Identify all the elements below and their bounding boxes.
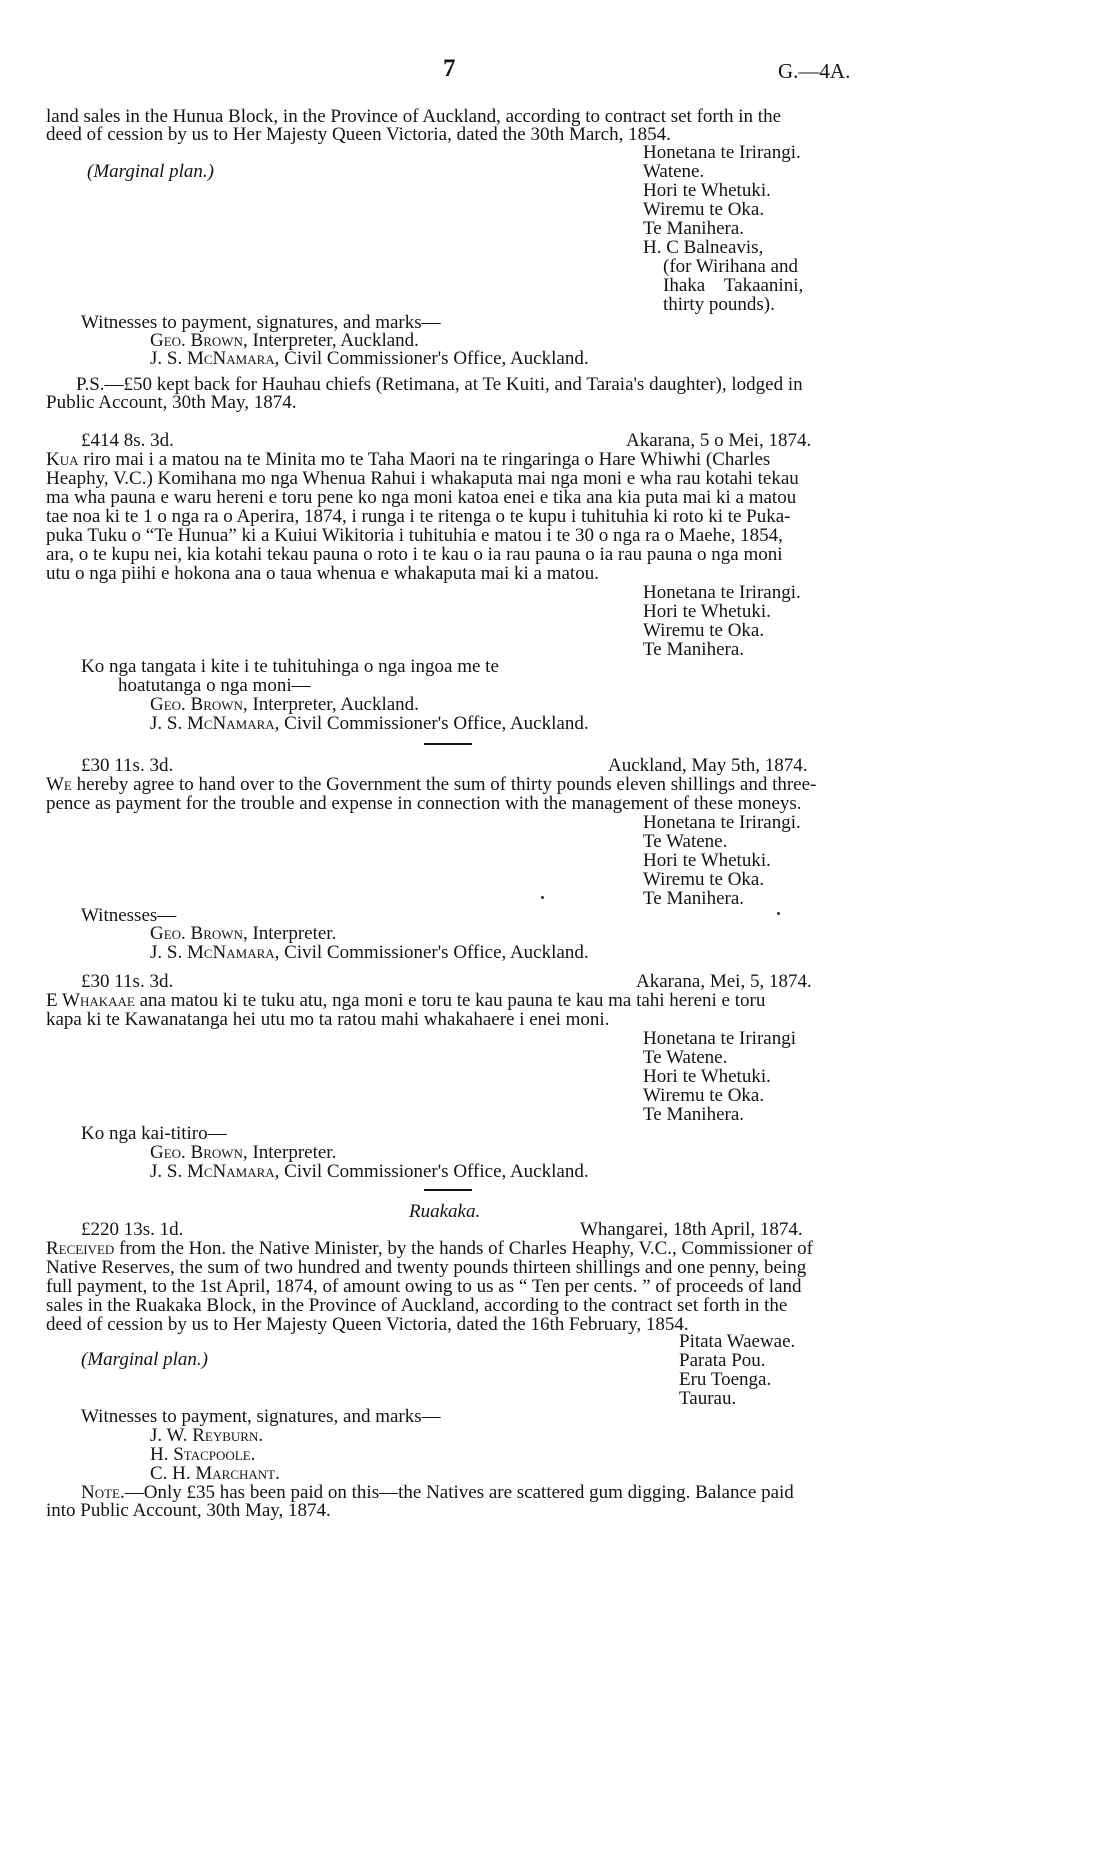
- body-line: ara, o te kupu nei, kia kotahi tekau pauna o roto i te kau o ia rau pauna o ia rau pauna o nga moni: [46, 544, 783, 565]
- witness-role: , Civil Commissioner's Office, Auckland.: [274, 1161, 589, 1182]
- witness-name: Geo. Brown: [150, 1142, 243, 1163]
- marginal-plan-note: (Marginal plan.): [81, 1349, 209, 1370]
- signatory: Pitata Waewae.: [679, 1331, 796, 1352]
- signatory: Eru Toenga.: [679, 1369, 772, 1390]
- signatory: Te Manihera.: [643, 1104, 745, 1125]
- signatory: Honetana te Irirangi.: [643, 582, 801, 603]
- scan-speck: [777, 912, 780, 915]
- signatory: Te Manihera.: [643, 639, 745, 660]
- witness: J. W. Reyburn.: [150, 1425, 264, 1446]
- witness-role: , Interpreter.: [242, 923, 337, 944]
- body-line: pence as payment for the trouble and expense in connection with the management of these moneys.: [46, 793, 802, 814]
- witness: [150, 1161, 589, 1183]
- lead-text: ana matou ki te tuku atu, nga moni e toru te kau pauna te kau ma tahi hereni e toru: [134, 990, 766, 1011]
- witness-name: J. S. McNamara: [150, 348, 275, 369]
- signatory: Honetana te Irirangi.: [643, 812, 801, 833]
- section-divider: [424, 743, 472, 745]
- signatory: Watene.: [643, 161, 705, 182]
- receipt-amount: £414 8s. 3d.: [81, 430, 174, 451]
- signatory: Parata Pou.: [679, 1350, 766, 1371]
- witness-heading: Witnesses to payment, signatures, and marks—: [81, 1406, 441, 1427]
- signatory-note: (for Wirihana and: [663, 256, 798, 277]
- signatory: Hori te Whetuki.: [643, 850, 771, 871]
- witness-role: , Interpreter, Auckland.: [242, 694, 419, 715]
- marginal-plan-note: (Marginal plan.): [87, 161, 215, 182]
- receipt-amount: £30 11s. 3d.: [81, 971, 174, 992]
- signatory: Wiremu te Oka.: [643, 1085, 765, 1106]
- body-line: puka Tuku o “Te Hunua” ki a Kuiui Wikitoria i tuhituhia e matou i te 30 o nga ra o Maehe, 1854,: [46, 525, 783, 546]
- witness: [150, 942, 589, 964]
- signatory: Wiremu te Oka.: [643, 620, 765, 641]
- lead-word: Received: [46, 1238, 115, 1259]
- receipt-place-date: Akarana, 5 o Mei, 1874.: [626, 430, 812, 451]
- witness-name: Geo. Brown: [150, 694, 243, 715]
- lead-word: We: [46, 774, 72, 795]
- witness-name: Geo. Brown: [150, 330, 243, 351]
- document-reference: G.—4A.: [778, 59, 851, 83]
- body-line: Native Reserves, the sum of two hundred and twenty pounds thirteen shillings and one penny, being: [46, 1257, 807, 1278]
- body-line: deed of cession by us to Her Majesty Queen Victoria, dated the 16th February, 1854.: [46, 1314, 689, 1335]
- note-label: Note.: [81, 1482, 125, 1503]
- receipt-place-date: Auckland, May 5th, 1874.: [608, 755, 808, 776]
- witness-role: , Civil Commissioner's Office, Auckland.: [274, 348, 589, 369]
- signatory: Wiremu te Oka.: [643, 869, 765, 890]
- body-line: Heaphy, V.C.) Komihana mo nga Whenua Rahui i whakaputa mai nga moni e wha rau kotahi tekau: [46, 468, 799, 489]
- receipt-place-date: Akarana, Mei, 5, 1874.: [636, 971, 812, 992]
- scan-speck: [541, 896, 544, 899]
- lead-text: hereby agree to hand over to the Government the sum of thirty pounds eleven shillings and three-: [71, 774, 817, 795]
- signatory: Te Watene.: [643, 831, 728, 852]
- signatory: Hori te Whetuki.: [643, 601, 771, 622]
- witness-role: , Civil Commissioner's Office, Auckland.: [274, 713, 589, 734]
- receipt-place-date: Whangarei, 18th April, 1874.: [580, 1219, 803, 1240]
- body-line: tae noa ki te 1 o nga ra o Aperira, 1874, i runga i te ritenga o te kupu i tuhituhia ki roto ki te Puka-: [46, 506, 791, 527]
- witness-role: , Interpreter.: [242, 1142, 337, 1163]
- witness-name: Geo. Brown: [150, 923, 243, 944]
- receipt-amount: £30 11s. 3d.: [81, 755, 174, 776]
- body-line: land sales in the Hunua Block, in the Province of Auckland, according to contract set forth in the: [46, 106, 781, 127]
- page-number: 7: [443, 55, 456, 82]
- signatory: Honetana te Irirangi.: [643, 142, 801, 163]
- body-line: deed of cession by us to Her Majesty Queen Victoria, dated the 30th March, 1854.: [46, 124, 671, 145]
- witness-heading: Ko nga kai-titiro—: [81, 1123, 227, 1144]
- signatory: Te Manihera.: [643, 218, 745, 239]
- witness: C. H. Marchant.: [150, 1463, 280, 1484]
- lead-text: from the Hon. the Native Minister, by the hands of Charles Heaphy, V.C., Commissioner of: [114, 1238, 813, 1259]
- signatory: H. C Balneavis,: [643, 237, 764, 258]
- witness-heading: hoatutanga o nga moni—: [118, 675, 311, 696]
- signatory: Wiremu te Oka.: [643, 199, 765, 220]
- witness-name: J. S. McNamara: [150, 1161, 275, 1182]
- witness-name: J. S. McNamara: [150, 942, 275, 963]
- lead-word: Kua: [46, 449, 79, 470]
- witness-role: , Civil Commissioner's Office, Auckland.: [274, 942, 589, 963]
- signatory: Te Watene.: [643, 1047, 728, 1068]
- footnote: into Public Account, 30th May, 1874.: [46, 1500, 331, 1521]
- witness-heading: Witnesses to payment, signatures, and marks—: [81, 312, 441, 333]
- signatory: Taurau.: [679, 1388, 737, 1409]
- postscript: P.S.—£50 kept back for Hauhau chiefs (Retimana, at Te Kuiti, and Taraia's daughter), lodged in: [76, 374, 803, 395]
- witness-role: , Interpreter, Auckland.: [242, 330, 419, 351]
- postscript: Public Account, 30th May, 1874.: [46, 392, 297, 413]
- witness: [150, 348, 589, 370]
- receipt-amount: £220 13s. 1d.: [81, 1219, 184, 1240]
- signatory: Hori te Whetuki.: [643, 1066, 771, 1087]
- witness: H. Stacpoole.: [150, 1444, 256, 1465]
- section-heading: Ruakaka.: [409, 1201, 481, 1222]
- body-line: sales in the Ruakaka Block, in the Province of Auckland, according to the contract set forth in the: [46, 1295, 788, 1316]
- witness: [150, 713, 589, 735]
- note-text: —Only £35 has been paid on this—the Natives are scattered gum digging. Balance paid: [124, 1482, 794, 1503]
- signatory-note: Ihaka Takaanini,: [663, 275, 804, 296]
- body-line: utu o nga piihi e hokona ana o taua whenua e whakaputa mai ki a matou.: [46, 563, 599, 584]
- body-line: ma wha pauna e waru hereni e toru pene ko nga moni katoa enei e tika ana kia puta mai ki a matou: [46, 487, 797, 508]
- witness-heading: Ko nga tangata i kite i te tuhituhinga o nga ingoa me te: [81, 656, 499, 677]
- signatory: Te Manihera.: [643, 888, 745, 909]
- lead-text: riro mai i a matou na te Minita mo te Taha Maori na te ringaringa o Hare Whiwhi (Charles: [78, 449, 771, 470]
- lead-word: E Whakaae: [46, 990, 135, 1011]
- signatory: Honetana te Irirangi: [643, 1028, 796, 1049]
- witness-name: J. S. McNamara: [150, 713, 275, 734]
- section-divider: [424, 1189, 472, 1191]
- signatory: Hori te Whetuki.: [643, 180, 771, 201]
- signatory-note: thirty pounds).: [663, 294, 775, 315]
- body-line: kapa ki te Kawanatanga hei utu mo ta ratou mahi whakahaere i enei moni.: [46, 1009, 610, 1030]
- body-line: full payment, to the 1st April, 1874, of amount owing to us as “ Ten per cents. ” of proceeds of land: [46, 1276, 802, 1297]
- witness-heading: Witnesses—: [81, 905, 177, 926]
